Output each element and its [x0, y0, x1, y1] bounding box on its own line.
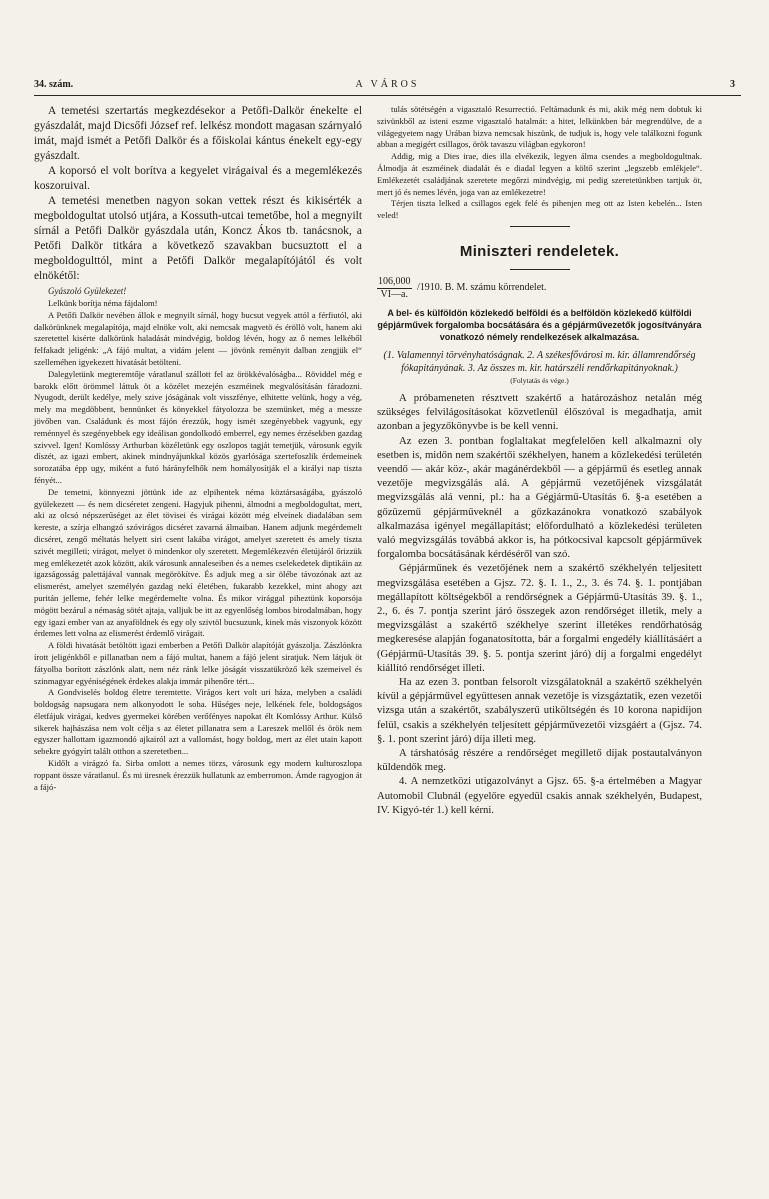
speech-paragraph: A Petőfi Dalkör nevében állok e megnyilt sírnál, hogy bucsut vegyek attól a férfiutól, aki dalkörünknek megalapítója, majd elnöke volt, aki nemcsak magvetö és éröllö volt, hanem aki szeretettel kisérte dalkörünk haladását mindvégig, boldog lévén, hogy az ő nemes lelkéből felfakadt jeligénk: „A fájó multat, a vidám jelent — jövönk reményit dalban zengjük el“ szelleméhen igyekezett hivatását betölteni.: [34, 309, 362, 367]
speech-paragraph: Dalegyletünk megteremtője váratlanul szállott fel az örökkévalóságba... Röviddel még e barokk előtt örömmel láttuk öt a közélet mezején eszméinek megvalósításán fáradozni. Nyugodt, derült kedélye, mely szive jóságának volt visszfénye, elhitette velünk, hogy a vég, mely ma megdöbbent, bennünket és könyekkel fátyolozza be szemünket, még a messze jövőben van. Családunk és most fájón érezzük, hogy ismét szegényebbek vagyunk, egy reménnyel és szegényebbek egy ideálisan gondolkodó emberrel, egy nemes érzésekben gazdag szivvel. Igen! Komlóssy Arthurban közéletünk egy oszlopos tagját temetjük, városunk egyik díszét, az igazi embert, akinek mindnyájunkkal közös gyarlósága szertefoszlik érdemeinek sorozatába épp ugy, miként a futó hárányfelhők nem homályosítják el a királyi nap tiszta fényét...: [34, 368, 362, 485]
left-column: [34, 104, 362, 793]
section-title: Miniszteri rendeletek.: [459, 242, 620, 260]
speech-paragraph: tulás sötétségén a vigasztaló Resurrectió. Feltámadunk és mi, akik még nem dobtuk ki szivünkből az isteni eszme vigasztaló hatalmát: a hitet, lelkünkben bár megrendülve, de a világegyetem nagy Urában bizva nemcsak hiszünk, de tudjuk is, hogy vele találkozni fogunk abban a megigért csillagos, örök tavaszu világban egykoron!: [377, 104, 702, 150]
reference-number: 106,000: [378, 275, 411, 287]
decree-reference: [377, 276, 702, 303]
decree-paragraph: A társhatóság részére a rendőrséget megillető díjak postautalványon küldendők meg.: [377, 747, 702, 774]
speech-paragraph: A Gondviselés boldog életre teremtette. Virágos kert volt uri háza, melyben a családi boldogság napsugara nem alkonyodott le soha. Hűséges neje, lelkének fele, boldogságos életfájuk virágai, kedves gyermekei körében verőfényes napokat élt Komlóssy Arthur. Külső sikerek hajhászása nem volt célja s az életet pillanatra sem a Lareszek mellől és örök nem egyszer hallottam igazmondó ajkairól azt a vallomást, hogy boldog, mert az élet utain kapott sebekre gyógyírt talált otthon a szeretetben...: [34, 687, 362, 757]
paragraph: A koporsó el volt borítva a kegyelet virágaival és a megemlékezés koszoruival.: [34, 165, 362, 192]
speech-paragraph: Térjen tiszta lelked a csillagos egek felé és pihenjen meg ott az Isten kebelén... Isten veled!: [377, 198, 702, 221]
header-rule: [34, 95, 741, 96]
decree-paragraph: Az ezen 3. pontban foglaltakat megfelelően kell alkalmazni oly esetben is, midőn nem szakértői székhelyen, hanem a közlekedési területén veendő — akár köz-, akár magánérdekből — a gépjármű és esetleg annak vezetője megvizsgálás alá. A gépjármű vezetőjének vizsgálatát megvizsgálás alá venni, pl.: ha a Gégjármű-Utasítás 6. §-a esetében a gőzüzemű gépjárműveknél a gőzkazánokra vonatkozó szabályok alkalmazása igényel megállapítást; előfordulható a közlekedési területen való megvizsgálás továbbá akkor is, ha pótkocsival kapcsolt gépjárművek forgalomba bocsátásának kérdéséről van szó.: [377, 434, 702, 561]
decree-paragraph: A próbameneten résztvett szakértő a határozáshoz netalán még szükséges felvilágosításokat közvetlenül élőszóval is megadhatja, amit azonban a jegyzőkönyvbe is be kell venni.: [377, 391, 702, 433]
speech-paragraph: De temetni, könnyezni jöttünk ide az elpihentek néma köztársaságába, gyászoló gyülekezett — és nem dicséretet zengeni. Hagyjuk pihenni, álmodni a megboldogultat, mert, aki az olcsó népszerűséget az élet tövisei és virágai között még elveinek diadalában sem kereste, a szírja elhangzó szóvirágos dicséret zavarná álmaiban. Hanem adjunk megérdemelt dicséret, zengő méltatás helyett siri csent lakába virágot, amelyet szeretett és amely tiszta szivét megilleti; virágot, melyet ö mindenkor oly szeretett. Megemlékezvén életújáról őrizzük meg emlékezetét azok között, akik városunk annaleseiben és a nemes cselekedetek diptikáin az igazságosság palettájával vannak megörökítve. És adjuk meg a sir ölébe távozónak azt az elismerést, amelyet személyén gazdag nekí életében, fukarabb kezekkel, mint ahogy azt puritán jelleme, fehér lelke megérdemelte volna. És mikor virággal piheztünk koporsója mögött bezárul a némaság sötét ajtaja, valljuk be itt az egyenlőség lombos birodalmában, hogy egy igazi ember van az anyaföldnek és egy oly szivtöl bucsuzunk, kinek más viszonyok között érdemes lett volna az elismerést érdemlő virágait.: [34, 486, 362, 639]
paragraph: A temetési szertartás megkezdésekor a Petőfi-Dalkör énekelte el gyászdalát, majd Dicsőfi József ref. lelkész mondott magasan szárnyaló imát, majd ismét a Petőfi Dalkör és a főiskolai kántus énekelt egy-egy gyászdalt.: [34, 105, 362, 162]
continuation-note: (Folytatás és vége.): [510, 375, 569, 385]
speech-paragraph: Lelkünk borítja néma fájdalom!: [48, 298, 158, 308]
speech-paragraph: Kidőlt a virágzó fa. Sirba omlott a nemes törzs, városunk egy modern kulturoszlopa roppant össze váratlanul. És mi üresnek érezzük hullatunk az emberromon. Ámde ragyogjon át a fájó-: [34, 758, 362, 792]
speech-address: Gyászoló Gyülekezet!: [48, 286, 127, 296]
reference-dept: VI—a.: [380, 288, 408, 300]
decree-addressees: (1. Valamennyi törvényhatóságnak. 2. A székesfővárosi m. kir. államrendőrség fókapitányának. 3. Az összes m. kir. határszéli rendőrkapitányoknak.): [383, 349, 696, 374]
decree-paragraph: Gépjárműnek és vezetőjének nem a szakértő székhelyén teljesitett megvizsgálása esetében a Gjsz. 72. §. I. 1., 2., 3. és 74. §. 1. pontjában megállapított költségekből a rendőrségnek a Gépjármű-Utasítás 39. §. 1., 2., 6. és 7. pontja szerint járó összegek azon rendőrséget illetik, mely a megvizsgálást a szakértő székhelye szerint illetékes rendőrhatóság megkeresése alapján foganatosította, bár a forgalmi engedély kiállításáért a (Gépjármű-Utasítás 39. §. 5. pontja szerint járó) díj a forgalmi engedélyt kiállító rendőrséget illeti.: [377, 562, 702, 674]
issue-number: 34. szám.: [34, 79, 74, 90]
speech-paragraph: Addig, mig a Dies irae, dies illa elvékezik, legyen álma csendes a megboldogultnak. Álmodja át eszméinek diadalát és e diadal legyen a költő szerint „legszebb emlékjele“. Emlékezetét családjának szeretete megőrzi mindvégig, mi pedig szeretetünkben tartjuk öt, mert jó és nemes lévén, joga van az emlékezetre!: [377, 151, 702, 197]
right-column: [377, 104, 702, 817]
paragraph: A temetési menetben nagyon sokan vettek részt és kikisérték a megboldogultat utolsó utjára, a Kossuth-utcai temetőbe, hol a megnyilt sírnál a Petőfi Dalkör gyászdala után, Koncz Ákos tb. tanácsnok, a Petőfi Dalkör titkára a következő szavakban bucsuztott el a megboldogulttól, mint a Petőfi Dalkör megalapítójától és volt elnökétől:: [34, 195, 362, 282]
reference-fraction: [377, 276, 412, 301]
speech-paragraph: A földi hivatását betöltött igazi emberben a Petőfi Dalkör alapítóját gyászolja. Zászlónkra írott jeligénkből e pillanatban nem a fájó multat, hanem a fájó jelent siratjuk. Nem látjuk öt fátyolba borított zászlónk alatt, nem néz ránk lelke jóságát visszatükröző kék szemeivel és szinmagyar egyéniségének érdekes alakja immár pihenőre tért...: [34, 640, 362, 686]
page-header: [34, 79, 741, 95]
newspaper-title: A VÁROS: [355, 79, 420, 90]
page-number: 3: [730, 79, 735, 90]
decree-subject: A bel- és külföldön közlekedő belföldi és a belföldön közlekedő külföldi gépjárművek forgalomba bocsátására és a gépjárművezetők jogosítványára vonatkozó némely rendelkezések alkalmazása.: [377, 307, 702, 342]
reference-text: /1910. B. M. számu körrendelet.: [417, 281, 547, 293]
decree-paragraph: Ha az ezen 3. pontban felsorolt vizsgálatoknál a szakértő székhelyén kívül a gépjárművel együttesen annak vezetője is vizsgáztatik, ezen vezetői vizsga után a szakértőt, szabályszerű utiköltségén és 10 korona napidíjon felül, csakis a székhelyén teljesített gépjárművezetői vizsgáért a (Gjsz. 74. §. 1. pont szerint járó) díja illeti meg.: [377, 676, 702, 745]
decree-paragraph: 4. A nemzetközi utigazolványt a Gjsz. 65. §-a értelmében a Magyar Automobil Clubnál (egyelőre egyedül csakis annak székhelyén, Budapest, IV. Kigyó-tér 1.) kell kérni.: [377, 775, 702, 816]
